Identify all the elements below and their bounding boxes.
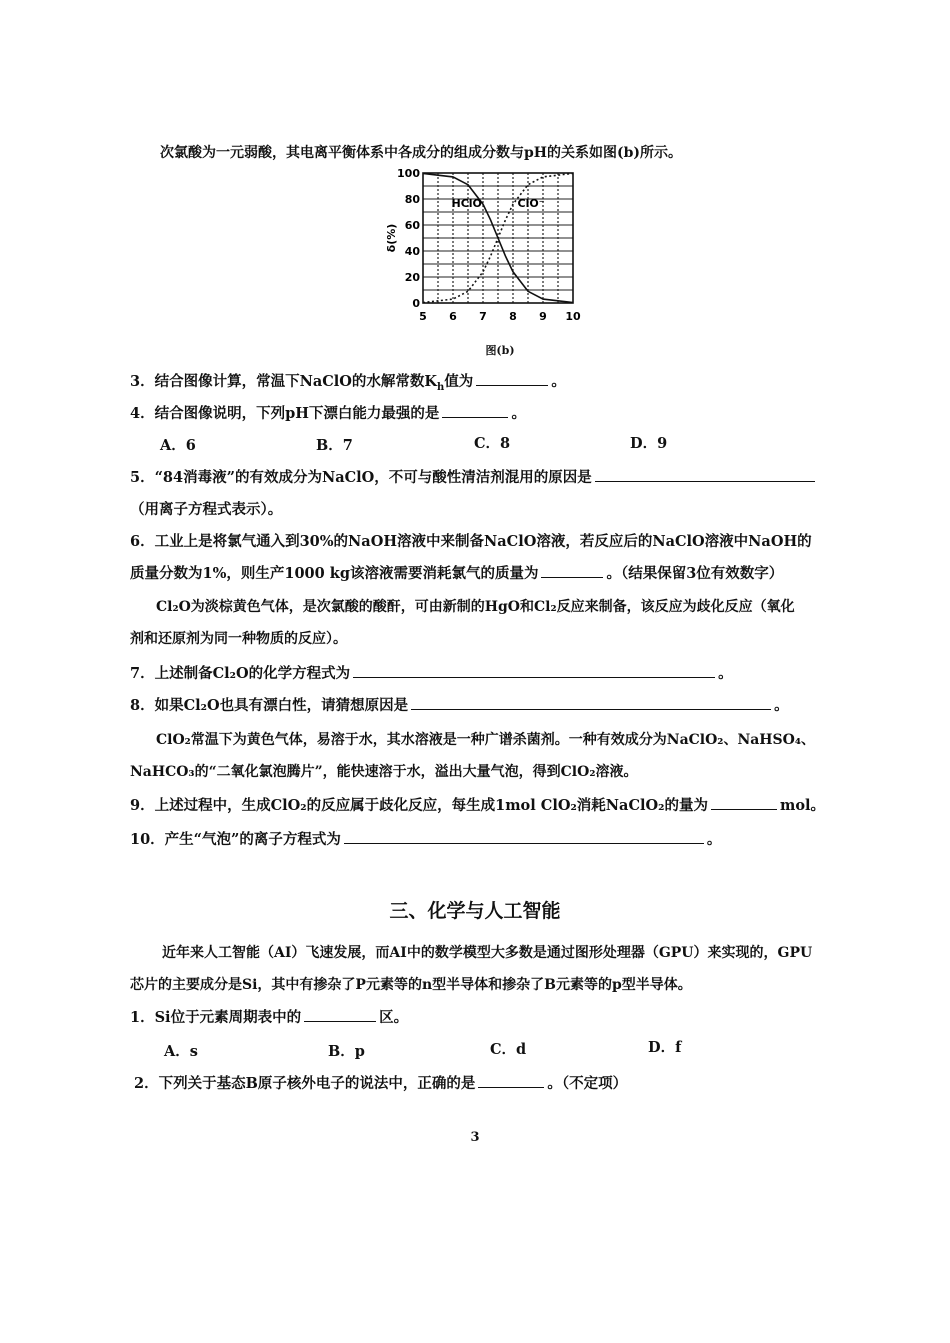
q4-option-d[interactable]: D．9 <box>630 435 668 452</box>
q6-answer-blank[interactable] <box>541 562 603 578</box>
q9-answer-blank[interactable] <box>711 794 777 810</box>
q4-option-a[interactable]: A．6 <box>160 437 196 454</box>
question-8: 8．如果Cl₂O也具有漂白性，请猜想原因是 。 <box>130 694 789 715</box>
x-tick-label: 6 <box>449 310 457 323</box>
section3-question-1: 1．Si位于元素周期表中的 区。 <box>130 1006 408 1027</box>
y-tick-label: 40 <box>404 245 420 258</box>
question-4: 4．结合图像说明，下列pH下漂白能力最强的是 。 <box>130 402 526 423</box>
question-6-line2: 质量分数为1%，则生产1000 kg该溶液需要消耗氯气的质量为 。（结果保留3位有效数字） <box>130 562 783 583</box>
x-tick-label: 10 <box>565 310 581 323</box>
y-tick-label: 20 <box>404 271 420 284</box>
y-tick-label: 60 <box>404 219 420 232</box>
q10-answer-blank[interactable] <box>344 828 704 844</box>
y-tick-label: 80 <box>404 193 420 206</box>
section-3-heading: 三、化学与人工智能 <box>389 900 561 922</box>
question-5-line2: （用离子方程式表示）。 <box>130 501 283 518</box>
series-label-clo: ClO⁻ <box>517 196 545 210</box>
s3q2-answer-blank[interactable] <box>478 1072 544 1088</box>
clo2-intro-line2: NaHCO₃的“二氧化氯泡腾片”，能快速溶于水，溢出大量气泡，得到ClO₂溶液。 <box>130 764 638 780</box>
fraction-vs-ph-chart <box>385 165 605 335</box>
y-tick-label: 100 <box>397 167 420 180</box>
question-5: 5．“84消毒液”的有效成分为NaClO，不可与酸性清洁剂混用的原因是 <box>130 466 818 487</box>
intro-text: 次氯酸为一元弱酸，其电离平衡体系中各成分的组成分数与pH的关系如图(b)所示。 <box>160 145 683 161</box>
x-tick-label: 7 <box>479 310 487 323</box>
question-6-line1: 6．工业上是将氯气通入到30%的NaOH溶液中来制备NaClO溶液，若反应后的NaClO溶液中NaOH的 <box>130 533 812 550</box>
series-label-hclo: HClO <box>451 196 482 210</box>
cl2o-intro-line2: 剂和还原剂为同一种物质的反应）。 <box>130 631 347 647</box>
s3q1-option-a[interactable]: A．s <box>164 1043 198 1060</box>
q7-answer-blank[interactable] <box>353 662 715 678</box>
s3q1-answer-blank[interactable] <box>304 1006 376 1022</box>
section3-question-2: 2．下列关于基态B原子核外电子的说法中，正确的是 。（不定项） <box>134 1072 627 1093</box>
x-tick-label: 5 <box>419 310 427 323</box>
s3q1-option-d[interactable]: D．f <box>648 1039 682 1056</box>
question-9: 9．上述过程中，生成ClO₂的反应属于歧化反应，每生成1mol ClO₂消耗NaClO₂的量为 mol。 <box>130 794 825 815</box>
x-tick-label: 8 <box>509 310 517 323</box>
ai-intro-line2: 芯片的主要成分是Si，其中有掺杂了P元素等的n型半导体和掺杂了B元素等的p型半导体。 <box>130 977 692 993</box>
q4-option-b[interactable]: B．7 <box>316 437 353 454</box>
x-tick-label: 9 <box>539 310 547 323</box>
figure-caption: 图(b) <box>485 344 515 357</box>
clo2-intro-line1: ClO₂常温下为黄色气体，易溶于水，其水溶液是一种广谱杀菌剂。一种有效成分为NaClO₂、NaHSO₄、 <box>156 732 815 748</box>
s3q1-option-b[interactable]: B．p <box>328 1043 365 1060</box>
q8-answer-blank[interactable] <box>411 694 771 710</box>
q4-option-c[interactable]: C．8 <box>474 435 511 452</box>
q5-answer-blank[interactable] <box>595 466 815 482</box>
q4-answer-blank[interactable] <box>442 402 508 418</box>
ai-intro-line1: 近年来人工智能（AI）飞速发展，而AI中的数学模型大多数是通过图形处理器（GPU）来实现的，GPU <box>162 945 813 961</box>
question-10: 10．产生“气泡”的离子方程式为 。 <box>130 828 721 849</box>
page-number: 3 <box>470 1130 480 1145</box>
s3q1-option-c[interactable]: C．d <box>490 1041 527 1058</box>
q3-answer-blank[interactable] <box>476 370 548 386</box>
question-7: 7．上述制备Cl₂O的化学方程式为 。 <box>130 662 733 683</box>
question-3: 3．结合图像计算，常温下NaClO的水解常数$K_h$值为 。 <box>130 370 566 393</box>
y-axis-label: δ(%) <box>385 223 398 253</box>
cl2o-intro-line1: Cl₂O为淡棕黄色气体，是次氯酸的酸酐，可由新制的HgO和Cl₂反应来制备，该反应为歧化反应（氧化 <box>156 599 795 615</box>
y-tick-label: 0 <box>412 297 420 310</box>
